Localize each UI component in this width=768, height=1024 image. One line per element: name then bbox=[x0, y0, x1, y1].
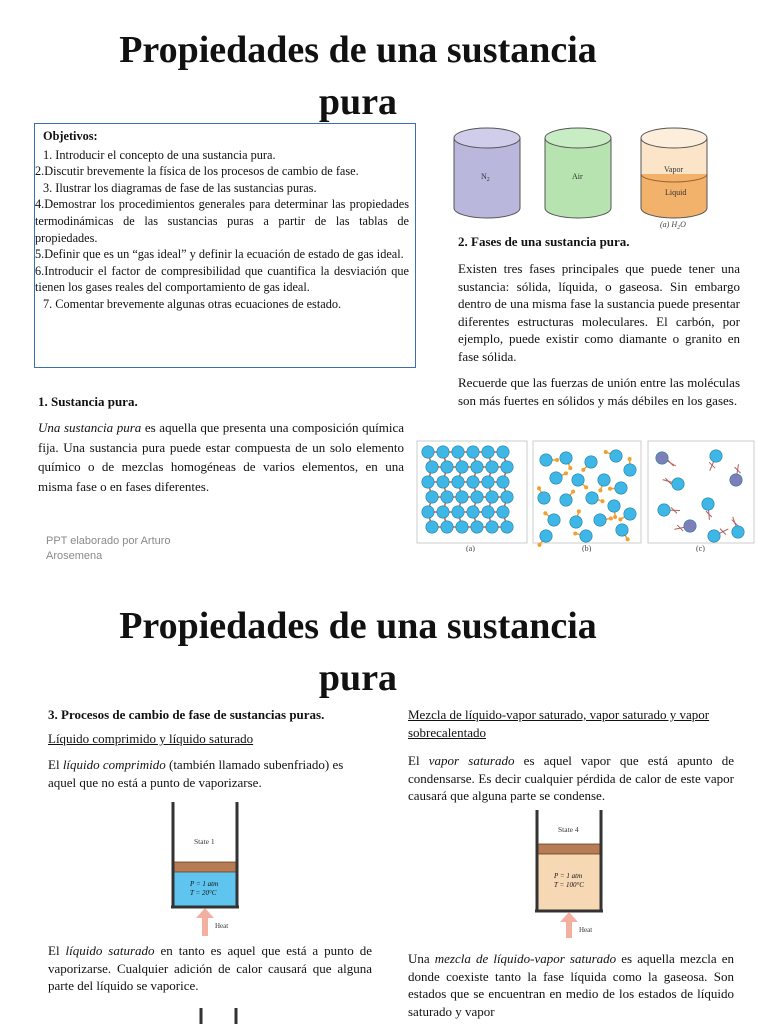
term-liquido-comprimido: líquido comprimido bbox=[62, 757, 166, 772]
air-cylinder bbox=[545, 128, 611, 218]
atom bbox=[560, 494, 572, 506]
state-4-heat-label: Heat bbox=[579, 926, 593, 934]
atom bbox=[501, 521, 513, 533]
svg-text:(a) H2O: (a) $H_2O$ bbox=[660, 220, 686, 231]
objectives-heading: Objetivos: bbox=[43, 129, 98, 143]
atom bbox=[426, 491, 438, 503]
atom bbox=[656, 452, 668, 464]
section-1-paragraph bbox=[38, 418, 404, 496]
objective-item: 7. Comentar brevemente algunas otras ecuaciones de estado. bbox=[43, 296, 342, 311]
atom bbox=[702, 498, 714, 510]
atom bbox=[441, 491, 453, 503]
atom bbox=[497, 446, 509, 458]
heat-arrow-icon bbox=[196, 908, 214, 936]
state-1-label: State 1 bbox=[194, 837, 215, 846]
state-4-temperature: T = 100°C bbox=[554, 881, 584, 889]
atom bbox=[572, 474, 584, 486]
atom bbox=[467, 506, 479, 518]
atom bbox=[658, 504, 670, 516]
term-vapor-saturado: vapor saturado bbox=[428, 753, 515, 768]
credit-text: PPT elaborado por Arturo Arosemena bbox=[46, 535, 171, 562]
caption-b: (b) bbox=[582, 544, 592, 552]
atom bbox=[540, 530, 552, 542]
section-3-heading: 3. Procesos de cambio de fase de sustancias puras. bbox=[48, 707, 325, 722]
svg-text:Vapor: Vapor bbox=[664, 165, 684, 174]
atom bbox=[732, 526, 744, 538]
objectives-box bbox=[34, 123, 416, 368]
atom bbox=[615, 482, 627, 494]
atom bbox=[422, 506, 434, 518]
atom bbox=[456, 491, 468, 503]
objective-item: 6.Introducir el factor de compresibilidad que cuantifica la desviación que tienen los gases reales del comportamiento de gas ideal. bbox=[35, 263, 409, 295]
atom bbox=[467, 446, 479, 458]
atom bbox=[471, 491, 483, 503]
atom bbox=[684, 520, 696, 532]
caption-c: (c) bbox=[696, 544, 705, 552]
atom bbox=[538, 492, 550, 504]
state-1-piston-figure bbox=[168, 802, 248, 938]
atom bbox=[482, 476, 494, 488]
svg-text:Air: Air bbox=[572, 172, 583, 181]
atom bbox=[624, 464, 636, 476]
objective-item: 2.Discutir brevemente la física de los procesos de cambio de fase. bbox=[35, 164, 359, 179]
term-mezcla-liquido-vapor: mezcla de líquido-vapor saturado bbox=[434, 951, 617, 966]
atom bbox=[486, 521, 498, 533]
saturated-mixture-paragraph: Una mezcla de líquido-vapor saturado es aquella mezcla en donde coexiste tanto la fase líquida como la gaseosa. Son estados que se encuentran en medio de los estados de líquido saturado y vapor bbox=[408, 951, 735, 1019]
heat-arrow-icon bbox=[560, 912, 578, 938]
atom bbox=[570, 516, 582, 528]
slide-title-line-2: pura bbox=[318, 81, 398, 123]
atom bbox=[672, 478, 684, 490]
atom bbox=[482, 446, 494, 458]
atom bbox=[616, 524, 628, 536]
svg-text:Liquid: Liquid bbox=[665, 188, 687, 197]
atom bbox=[708, 530, 720, 542]
section-2-paragraph-2: Recuerde que las fuerzas de unión entre las moléculas son más fuertes en sólidos y más débiles en los gases. bbox=[458, 375, 740, 408]
objective-item: 5.Definir que es un “gas ideal” y definir la ecuación de estado de gas ideal. bbox=[35, 247, 404, 262]
atom bbox=[456, 521, 468, 533]
atom bbox=[610, 450, 622, 462]
slide-divider bbox=[0, 580, 768, 596]
state-4-piston-figure bbox=[532, 810, 612, 940]
atom bbox=[437, 476, 449, 488]
atom bbox=[497, 506, 509, 518]
state-1-temperature: T = 20°C bbox=[190, 889, 217, 897]
water-cylinder bbox=[641, 128, 707, 231]
term-sustancia-pura: Una sustancia pura bbox=[38, 420, 142, 435]
atom bbox=[452, 476, 464, 488]
atom bbox=[540, 454, 552, 466]
slide-title-line-1: Propiedades de una sustancia bbox=[119, 605, 597, 647]
section-1-heading: 1. Sustancia pura. bbox=[38, 394, 138, 409]
atom bbox=[710, 450, 722, 462]
atom bbox=[501, 491, 513, 503]
atom bbox=[482, 506, 494, 518]
atom bbox=[585, 456, 597, 468]
state-4-pressure: P = 1 atm bbox=[554, 872, 583, 880]
atom bbox=[452, 446, 464, 458]
atom bbox=[426, 521, 438, 533]
saturated-liquid-paragraph: El líquido saturado en tanto es aquel que está a punto de vaporizarse. Cualquier adición de calor causará que alguna parte del líquido se vaporice. bbox=[48, 943, 372, 993]
state-2-piston-partial bbox=[196, 1008, 246, 1024]
objective-item: 3. Ilustrar los diagramas de fase de las sustancias puras. bbox=[43, 180, 317, 195]
atom bbox=[471, 461, 483, 473]
atom bbox=[594, 514, 606, 526]
atom bbox=[598, 474, 610, 486]
atom bbox=[437, 506, 449, 518]
atom bbox=[560, 452, 572, 464]
atom bbox=[441, 521, 453, 533]
slide-title-line-1: Propiedades de una sustancia bbox=[119, 29, 597, 71]
cylinders-figure bbox=[448, 124, 718, 234]
atom bbox=[452, 506, 464, 518]
atom bbox=[437, 446, 449, 458]
atom bbox=[548, 514, 560, 526]
atom bbox=[467, 476, 479, 488]
term-liquido-saturado: líquido saturado bbox=[65, 943, 155, 958]
atom bbox=[426, 461, 438, 473]
objective-item: 1. Introducir el concepto de una sustancia pura. bbox=[43, 147, 276, 162]
objective-item: 4.Demostrar los procedimientos generales para determinar las propiedades termodinámicas de las sustancias puras a partir de las tablas de propiedades. bbox=[35, 197, 409, 245]
atom bbox=[580, 530, 592, 542]
atom bbox=[501, 461, 513, 473]
slide-title-line-2: pura bbox=[318, 657, 398, 699]
atom bbox=[730, 474, 742, 486]
atom bbox=[422, 446, 434, 458]
saturated-vapor-paragraph: El vapor saturado es aquel vapor que está apunto de condensarse. Es decir cualquier pérdida de calor de este vapor causará que alguna parte se condense. bbox=[408, 753, 735, 803]
atom bbox=[486, 491, 498, 503]
svg-text:N2: $N_2$ bbox=[481, 172, 490, 183]
atom bbox=[471, 521, 483, 533]
caption-a: (a) bbox=[466, 544, 475, 552]
atom bbox=[497, 476, 509, 488]
n2-cylinder bbox=[454, 128, 520, 218]
atom bbox=[486, 461, 498, 473]
atom bbox=[586, 492, 598, 504]
atom bbox=[550, 472, 562, 484]
saturated-mixture-subheading: Mezcla de líquido-vapor saturado, vapor saturado y vapor sobrecalentado bbox=[408, 707, 710, 740]
compressed-liquid-subheading: Líquido comprimido y líquido saturado bbox=[48, 731, 254, 746]
state-1-heat-label: Heat bbox=[215, 922, 229, 930]
section-2-heading: 2. Fases de una sustancia pura. bbox=[458, 234, 630, 249]
slide-2 bbox=[0, 596, 768, 1024]
molecular-structure-figure bbox=[416, 440, 756, 552]
atom bbox=[422, 476, 434, 488]
section-2-paragraph-1: Existen tres fases principales que puede tener una sustancia: sólida, líquida, o gaseosa. Sin embargo dentro de una misma fase la sustancia puede presentar diferentes estructuras moleculares. El carbón, por ejemplo, puede existir como diamante o granito en fase sólida. bbox=[458, 261, 740, 364]
section-1-text: es aquella que presenta una composición química fija. Una sustancia pura puede estar compuesta de un solo elemento químico o de mezclas homogéneas de varios elementos, en una misma fase o en fases diferentes. bbox=[38, 420, 404, 494]
atom bbox=[441, 461, 453, 473]
state-4-label: State 4 bbox=[558, 825, 579, 834]
atom bbox=[608, 500, 620, 512]
compressed-liquid-paragraph: El líquido comprimido (también llamado subenfriado) es aquel que no está a punto de vaporizarse. bbox=[48, 757, 344, 790]
state-1-pressure: P = 1 atm bbox=[190, 880, 219, 888]
atom bbox=[624, 508, 636, 520]
atom bbox=[456, 461, 468, 473]
